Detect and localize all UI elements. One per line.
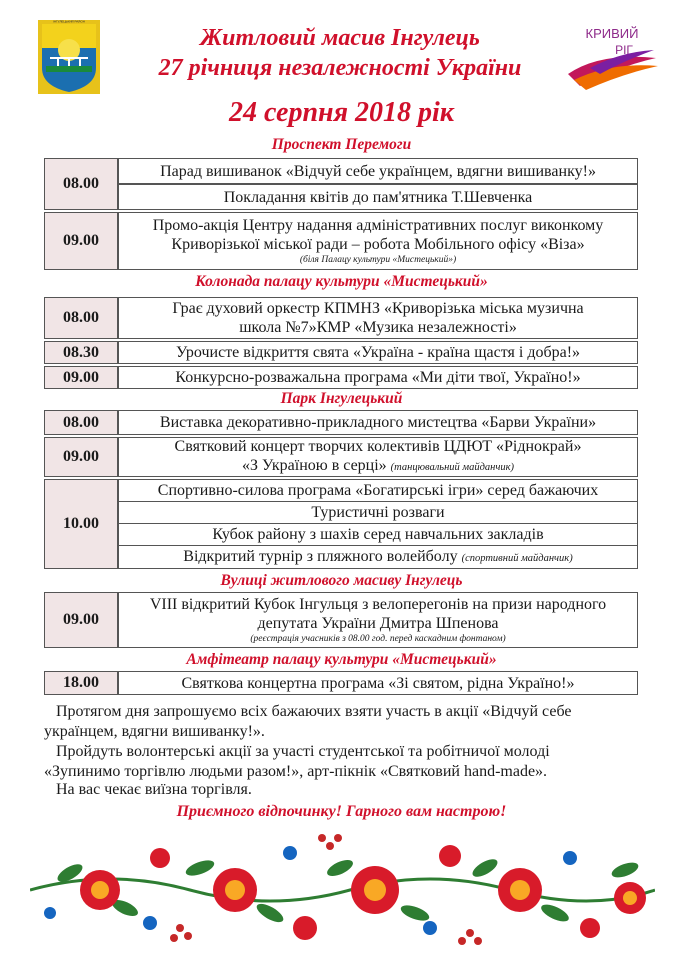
coat-caption: ІНГУЛЕЦЬКИЙ РАЙОН (53, 20, 85, 24)
floral-ornament-icon (30, 828, 655, 953)
event-line: Криворізької міської ради – робота Мобільного офісу «Віза» (171, 236, 585, 253)
event-cell: Конкурсно-розважальна програма «Ми діти твої, Україно!» (118, 366, 638, 389)
event-line: «З Україною в серці» (танцювальний майданчик) (241, 457, 515, 474)
event-line: школа №7»КМР «Музика незалежності» (239, 319, 517, 336)
event-cell: Відкритий турнір з пляжного волейболу (спортивний майданчик) (118, 545, 638, 569)
event-cell: Покладання квітів до пам'ятника Т.Шевченка (118, 184, 638, 210)
event-cell: Урочисте відкриття свята «Україна - країна щастя і добра!» (118, 341, 638, 364)
event-line: VIII відкритий Кубок Інгульця з велоперегонів на призи народного (149, 596, 607, 613)
event-cell: Кубок району з шахів серед навчальних закладів (118, 523, 638, 546)
coat-of-arms-icon (38, 20, 100, 94)
time-cell: 08.00 (44, 297, 118, 339)
event-cell (118, 592, 638, 648)
event-note: (біля Палацу культури «Мистецький») (299, 255, 457, 265)
event-cell (118, 212, 638, 270)
time-cell: 09.00 (44, 592, 118, 648)
event-line: Святковий концерт творчих колективів ЦДЮТ «Ріднокрай» (174, 438, 582, 455)
event-note: (танцювальний майданчик) (390, 462, 515, 473)
event-line: Промо-акція Центру надання адміністративних послуг виконкому (152, 217, 604, 234)
event-cell: Виставка декоративно-прикладного мистецтва «Барви України» (118, 410, 638, 435)
time-cell: 08.00 (44, 158, 118, 210)
event-note: (реєстрація учасників з 08.00 год. перед каскадним фонтаном) (250, 634, 506, 644)
event-line: депутата України Дмитра Шпенова (257, 615, 499, 632)
section-kolonada: Колонада палацу культури «Мистецький» (195, 273, 488, 290)
title-line-1: Житловий масив Інгулець (200, 25, 480, 51)
event-note: (спортивний майданчик) (461, 553, 573, 564)
time-cell: 09.00 (44, 437, 118, 477)
event-cell (118, 437, 638, 477)
info-paragraph: Пройдуть волонтерські акції за участі студентської та робітничої молоді «Зупинимо торгівлю людьми разом!», арт-пікнік «Святковий hand-made». (44, 743, 550, 780)
logo-text-top: КРИВИЙ (585, 26, 639, 41)
event-cell: Спортивно-силова програма «Богатирські ігри» серед бажаючих (118, 479, 638, 502)
section-vulytsi: Вулиці житлового масиву Інгулець (220, 572, 463, 589)
time-cell: 09.00 (44, 212, 118, 270)
info-paragraph: Протягом дня запрошуємо всіх бажаючих взяти участь в акції «Відчуй себе українцем, вдягни вишиванку!». (44, 703, 572, 740)
section-prospekt-peremohy: Проспект Перемоги (271, 136, 412, 153)
kryvyi-rih-logo-icon (560, 22, 660, 92)
section-park: Парк Інгулецький (280, 390, 403, 407)
event-cell: Парад вишиванок «Відчуй себе українцем, вдягни вишиванку!» (118, 158, 638, 184)
event-cell (118, 297, 638, 339)
time-cell: 18.00 (44, 671, 118, 695)
event-date: 24 серпня 2018 рік (229, 97, 454, 128)
logo-text-bottom: РІГ (615, 43, 633, 57)
title-line-2: 27 річниця незалежності України (158, 55, 522, 81)
event-cell: Туристичні розваги (118, 501, 638, 524)
section-amfiteatr: Амфітеатр палацу культури «Мистецький» (186, 651, 497, 668)
event-line: Грає духовий оркестр КПМНЗ «Криворізька міська музична (172, 300, 584, 317)
time-cell: 08.00 (44, 410, 118, 435)
info-paragraph: На вас чекає виїзна торгівля. (56, 781, 252, 798)
event-cell: Святкова концертна програма «Зі святом, рідна Україно!» (118, 671, 638, 695)
closing-message: Приємного відпочинку! Гарного вам настрою! (176, 803, 507, 820)
time-cell: 08.30 (44, 341, 118, 364)
time-cell: 09.00 (44, 366, 118, 389)
time-cell: 10.00 (44, 479, 118, 569)
